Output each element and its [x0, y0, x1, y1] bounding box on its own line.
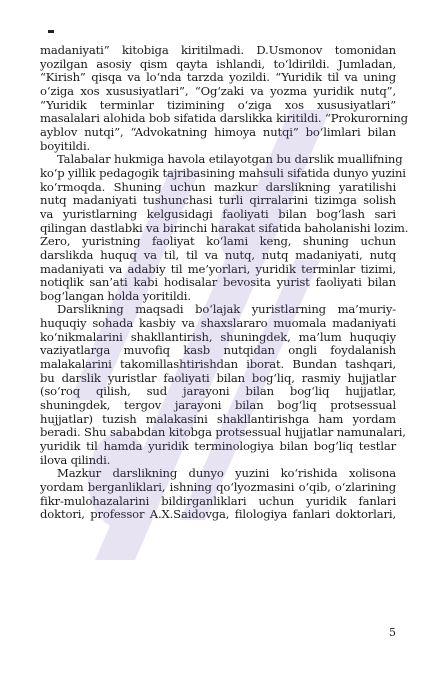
text-line: ayblov nutqi”, “Advokatning himoya nutqi” bo‘limlari bilan — [40, 124, 396, 139]
text-line: vaziyatlarga muvofiq kasb nutqidan ongli foydalanish — [40, 343, 396, 358]
text-line: ko‘rmoqda. Shuning uchun mazkur darslikning yaratilishi — [40, 179, 396, 194]
page-number: 5 — [389, 626, 396, 639]
body-text — [40, 43, 409, 522]
text-line: o‘ziga xos xususiyatlari”, “Og‘zaki va yozma yuridik nutq”, — [40, 83, 396, 98]
text-line: va yuristlarning kelgusidagi faoliyati bilan bog‘lash sari — [40, 206, 396, 221]
text-line: qilingan dastlabki va birinchi harakat sifatida baholanishi lozim. — [40, 220, 409, 235]
text-line: beradi. Shu sababdan kitobga protsessual hujjatlar namunalari, — [40, 425, 406, 440]
text-line: yordam berganliklari, ishning qo‘lyozmasini o‘qib, o‘zlarining — [40, 480, 396, 494]
text-line: hujjatlar) tuzish malakasini shakllantirishga ham yordam — [40, 411, 396, 426]
text-line: notiqlik san’ati kabi hodisalar bevosita yurist faoliyati bilan — [40, 275, 396, 290]
text-line: bog‘langan holda yoritildi. — [40, 288, 191, 303]
text-line: Darslikning maqsadi bo‘lajak yuristlarning ma’muriy- — [57, 302, 396, 317]
text-line: fikr-mulohazalarini bildirganliklari uchun yuridik fanlari — [40, 493, 396, 508]
text-line: Talabalar hukmiga havola etilayotgan bu darslik muallifning — [57, 152, 403, 167]
text-line: darslikda huquq va til, til va nutq, nutq madaniyati, nutq — [40, 247, 396, 262]
dash-mark — [48, 30, 54, 33]
paragraph-3 — [40, 302, 406, 467]
paragraph-1 — [40, 43, 408, 153]
text-line: huquqiy sohada kasbiy va shaxslararo muomala madaniyati — [40, 316, 396, 331]
text-line: ilova qilindi. — [40, 452, 111, 467]
text-line: nutq madaniyati tushunchasi turli qirralarini tizimga solish — [40, 193, 396, 208]
text-line: shuningdek, tergov jarayoni bilan bog‘liq protsessual — [40, 398, 396, 413]
text-line: ko‘nikmalarini shakllantirish, shuningdek, ma’lum huquqiy — [40, 329, 396, 344]
text-line: bu darslik yuristlar faoliyati bilan bog‘liq, rasmiy hujjatlar — [40, 370, 396, 385]
text-line: yozilgan asosiy qism qayta ishlandi, to‘ldirildi. Jumladan, — [40, 56, 396, 71]
text-line: Mazkur darslikning dunyo yuzini ko‘rishida xolisona — [57, 466, 396, 481]
text-line: malakalarini takomillashtirishdan iborat. Bundan tashqari, — [40, 357, 396, 372]
text-line: Zero, yuristning faoliyat ko‘lami keng, shuning uchun — [40, 234, 396, 249]
text-line: madaniyati va adabiy til me’yorlari, yuridik terminlar tizimi, — [40, 261, 396, 276]
text-line: “Kirish” qisqa va lo‘nda tarzda yozildi. “Yuridik til va uning — [40, 70, 396, 85]
paragraph-2 — [40, 152, 409, 303]
text-line: doktori, professor A.X.Saidovga, filologiya fanlari doktorlari, — [40, 507, 396, 522]
text-line: (so‘roq qilish, sud jarayoni bilan bog‘liq hujjatlar, — [40, 384, 396, 399]
text-line: yuridik til hamda yuridik terminologiya bilan bog‘liq testlar — [40, 439, 396, 454]
text-line: “Yuridik terminlar tizimining o‘ziga xos xususiyatlari” — [40, 97, 396, 112]
paragraph-4 — [40, 467, 396, 522]
text-line: boyitildi. — [40, 138, 91, 153]
text-line: ko‘p yillik pedagogik tajribasining mahsuli sifatida dunyo yuzini — [40, 165, 406, 180]
text-line: masalalari alohida bob sifatida darslikka kiritildi. “Prokurorning — [40, 111, 408, 126]
text-line: madaniyati” kitobiga kiritilmadi. D.Usmonov tomonidan — [40, 43, 396, 57]
